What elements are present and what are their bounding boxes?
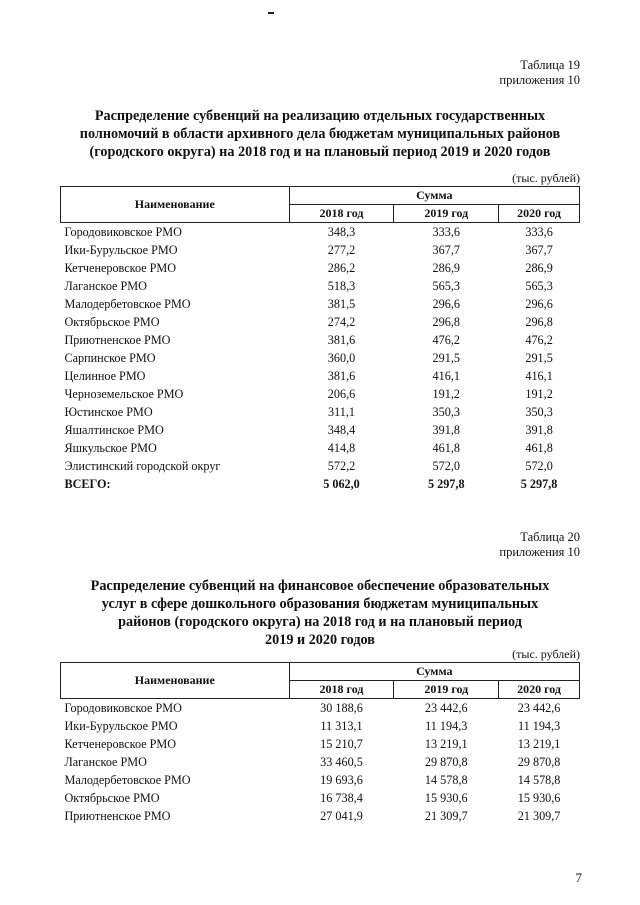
page-number: 7 [575,870,582,885]
table20-ref-line1: Таблица 20 [520,530,580,544]
table-row [61,717,580,735]
table20-reference [499,530,580,560]
header-name: Наименование [61,663,290,699]
row-name: Приютненское РМО [64,332,171,347]
row-value-2018: 381,5 [327,296,356,311]
row-value-2020: 291,5 [525,350,553,365]
row-name: Малодербетовское РМО [64,296,191,311]
header-year-2020: 2020 год [499,205,580,223]
row-value-2018: 206,6 [327,386,356,401]
row-value-2019: 350,3 [432,404,460,419]
row-value-2019: 367,7 [432,242,460,257]
row-value-2018: 381,6 [327,368,356,383]
row-value-2018: 19 693,6 [320,772,363,787]
table-row [61,331,580,349]
row-value-2019: 333,6 [432,224,460,239]
row-name: Ики-Бурульское РМО [64,242,178,257]
row-value-2019: 29 870,8 [424,754,468,769]
row-value-2019: 565,3 [432,278,460,293]
header-year-2018: 2018 год [289,681,394,699]
row-name: Яшкульское РМО [64,440,157,455]
row-value-2020: 15 930,6 [517,790,561,805]
row-value-2019: 286,9 [432,260,460,275]
row-value-2019: 15 930,6 [424,790,468,805]
table-row [61,735,580,753]
total-value-2019: 5 297,8 [427,476,465,491]
table-row [61,241,580,259]
row-value-2020: 367,7 [525,242,553,257]
row-value-2020: 333,6 [525,224,553,239]
table19-title-line: полномочий в области архивного дела бюджетам муниципальных районов [79,126,561,142]
row-value-2020: 572,0 [525,458,553,473]
row-name: Октябрьское РМО [64,314,160,329]
row-value-2019: 296,8 [432,314,460,329]
row-value-2019: 476,2 [432,332,460,347]
table-row [61,259,580,277]
table19-title-line: (городского округа) на 2018 год и на плановый период 2019 и 2020 годов [89,144,551,160]
row-value-2018: 277,2 [327,242,356,257]
table-row [61,421,580,439]
table20-title-line: 2019 и 2020 годов [265,632,375,648]
row-value-2018: 414,8 [327,440,356,455]
total-label: ВСЕГО: [64,476,111,491]
row-name: Сарпинское РМО [64,350,156,365]
table-row [61,807,580,825]
table-row [61,403,580,421]
row-value-2018: 572,2 [327,458,356,473]
row-value-2019: 11 194,3 [425,718,468,733]
row-value-2019: 291,5 [432,350,460,365]
row-value-2018: 360,0 [327,350,356,365]
row-value-2018: 30 188,6 [320,700,363,715]
table19 [60,186,580,493]
table19-units: (тыс. рублей) [512,171,580,185]
row-value-2018: 15 210,7 [320,736,363,751]
row-value-2018: 518,3 [327,278,356,293]
row-value-2020: 565,3 [525,278,553,293]
table-row [61,753,580,771]
row-value-2018: 11 313,1 [320,718,363,733]
row-value-2020: 416,1 [525,368,553,383]
row-name: Приютненское РМО [64,808,171,823]
row-name: Лаганское РМО [64,754,147,769]
row-name: Городовиковское РМО [64,224,182,239]
row-name: Городовиковское РМО [64,700,182,715]
scan-mark [268,12,274,14]
header-year-2018: 2018 год [289,205,394,223]
table20-title [60,577,580,649]
row-value-2018: 348,4 [327,422,356,437]
table20-title-line: районов (городского округа) на 2018 год и на плановый период [118,614,522,630]
row-name: Юстинское РМО [64,404,153,419]
table19-reference [499,58,580,88]
table-row [61,313,580,331]
table-row [61,223,580,242]
row-value-2019: 416,1 [432,368,460,383]
row-name: Яшалтинское РМО [64,422,164,437]
table-row [61,277,580,295]
table20 [60,662,580,825]
total-value-2018: 5 062,0 [323,476,360,491]
row-value-2018: 381,6 [327,332,356,347]
table19-ref-line1: Таблица 19 [520,58,580,72]
row-value-2019: 461,8 [432,440,460,455]
row-value-2020: 13 219,1 [517,736,561,751]
row-value-2018: 33 460,5 [320,754,363,769]
row-value-2019: 23 442,6 [424,700,468,715]
table20-title-line: услуг в сфере дошкольного образования бюджетам муниципальных [101,596,539,612]
row-name: Октябрьское РМО [64,790,160,805]
row-value-2018: 16 738,4 [320,790,363,805]
table19-title [60,107,580,161]
header-name: Наименование [61,187,290,223]
row-value-2019: 191,2 [432,386,460,401]
row-value-2020: 11 194,3 [517,718,561,733]
row-value-2020: 296,8 [525,314,553,329]
table-row [61,385,580,403]
row-value-2018: 348,3 [327,224,356,239]
row-value-2020: 191,2 [525,386,553,401]
row-name: Лаганское РМО [64,278,147,293]
row-value-2019: 14 578,8 [424,772,468,787]
header-sum: Сумма [289,187,579,205]
row-value-2019: 13 219,1 [424,736,468,751]
table-row [61,439,580,457]
row-value-2019: 21 309,7 [424,808,468,823]
row-value-2018: 311,1 [328,404,355,419]
header-year-2020: 2020 год [499,681,580,699]
table20-title-line: Распределение субвенций на финансовое обеспечение образовательных [90,578,550,594]
row-value-2020: 286,9 [525,260,553,275]
table20-units: (тыс. рублей) [512,647,580,661]
row-value-2018: 274,2 [327,314,356,329]
table-row [61,457,580,475]
row-value-2019: 296,6 [432,296,460,311]
row-value-2019: 391,8 [432,422,460,437]
total-value-2020: 5 297,8 [520,476,558,491]
row-value-2020: 476,2 [525,332,553,347]
total-row [61,475,580,493]
row-value-2020: 350,3 [525,404,553,419]
table20-ref-line2: приложения 10 [499,545,580,559]
row-name: Малодербетовское РМО [64,772,191,787]
row-name: Кетченеровское РМО [64,260,177,275]
row-value-2020: 391,8 [525,422,553,437]
table-row [61,295,580,313]
row-value-2020: 21 309,7 [517,808,561,823]
row-value-2018: 27 041,9 [320,808,363,823]
table-row [61,349,580,367]
table-row [61,699,580,718]
row-value-2020: 461,8 [525,440,553,455]
row-value-2020: 296,6 [525,296,553,311]
row-name: Кетченеровское РМО [64,736,177,751]
row-value-2019: 572,0 [432,458,460,473]
row-value-2020: 29 870,8 [517,754,561,769]
row-name: Элистинский городской округ [64,458,221,473]
row-value-2020: 14 578,8 [517,772,561,787]
table19-ref-line2: приложения 10 [499,73,580,87]
header-year-2019: 2019 год [394,681,499,699]
header-year-2019: 2019 год [394,205,499,223]
table-row [61,789,580,807]
row-name: Целинное РМО [64,368,146,383]
table19-title-line: Распределение субвенций на реализацию отдельных государственных [94,108,546,124]
row-name: Ики-Бурульское РМО [64,718,178,733]
table-row [61,771,580,789]
header-sum: Сумма [289,663,579,681]
table-row [61,367,580,385]
row-name: Черноземельское РМО [64,386,184,401]
row-value-2020: 23 442,6 [517,700,561,715]
row-value-2018: 286,2 [327,260,356,275]
